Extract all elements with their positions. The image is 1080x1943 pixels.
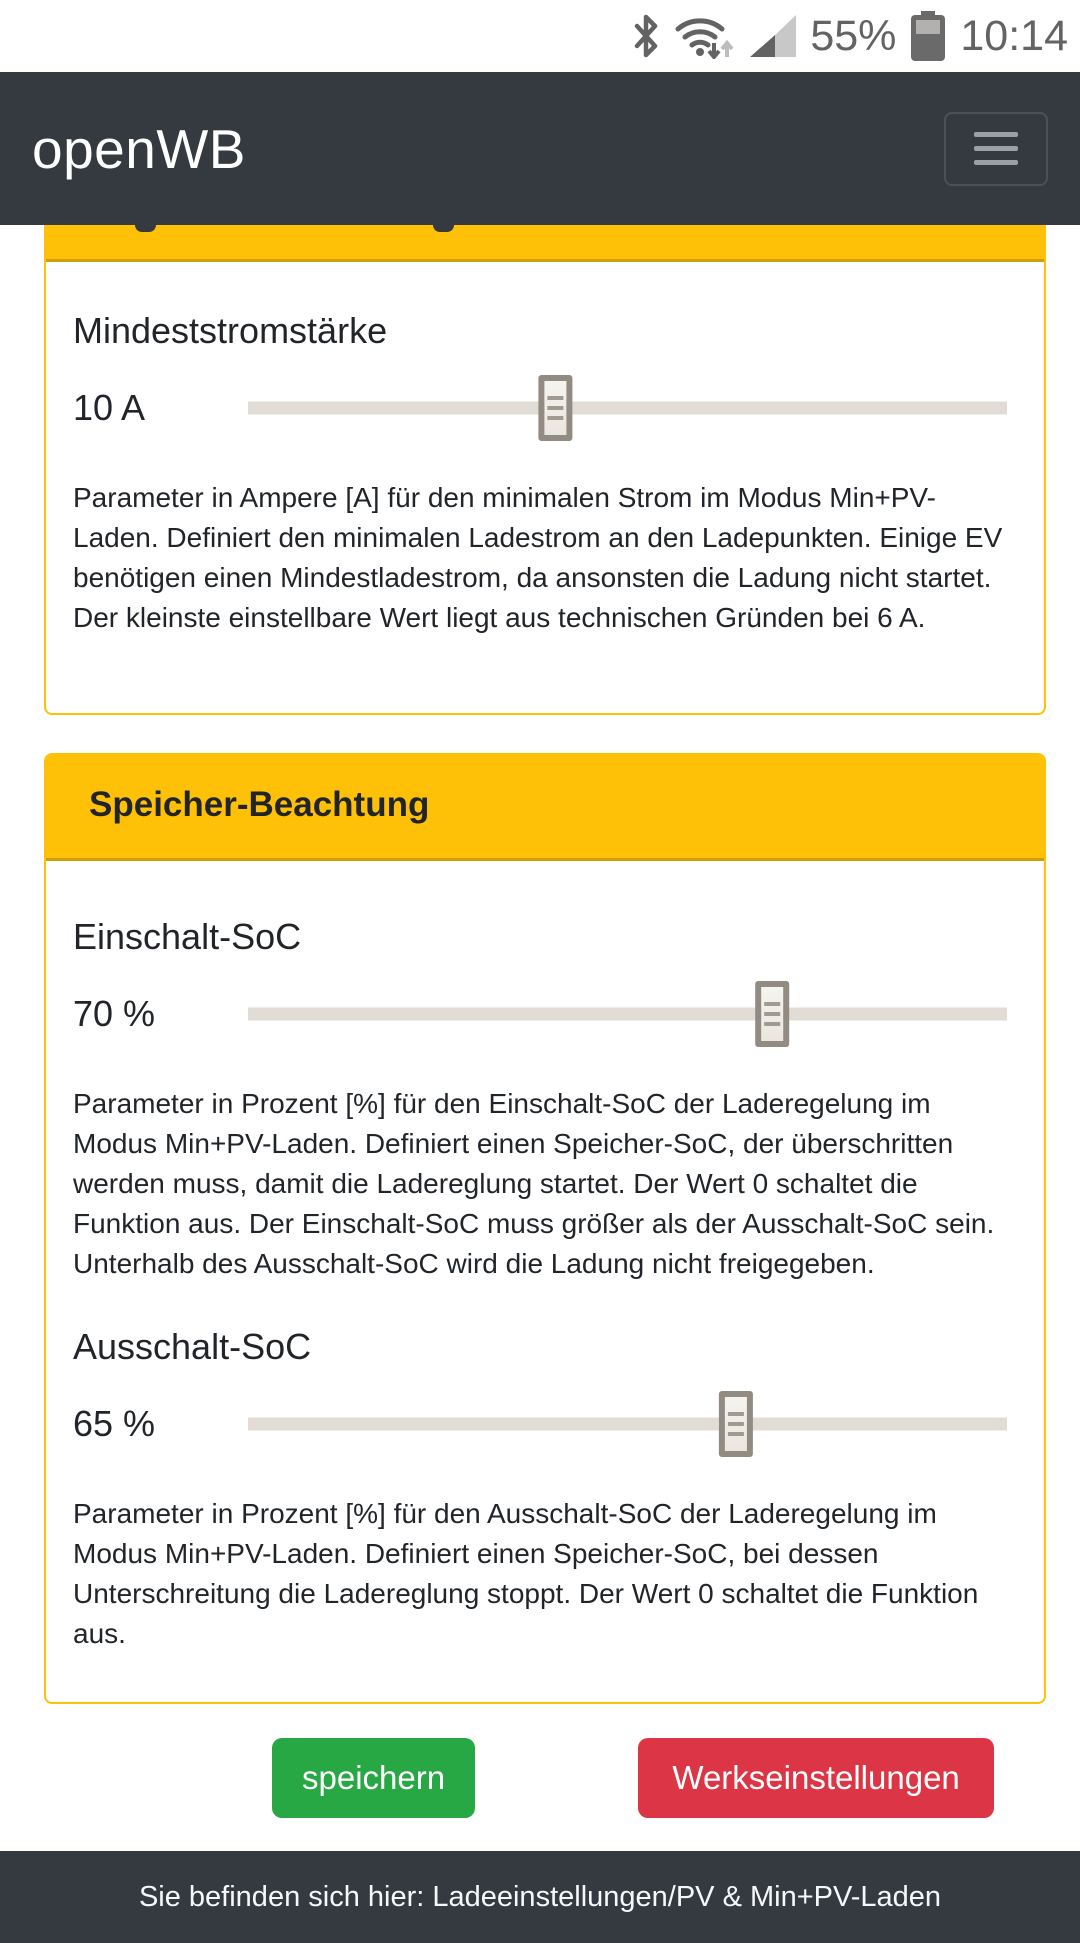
signal-icon [750, 15, 796, 57]
off-soc-description: Parameter in Prozent [%] für den Ausschalt-SoC der Laderegelung im Modus Min+PV-Laden. Definiert einen Speicher-SoC, bei dessen Unterschreitung die Ladereglung stoppt. Der Wert 0 schaltet die Funktion aus. [73, 1498, 979, 1649]
min-current-slider[interactable] [248, 368, 1007, 448]
slider-thumb[interactable] [719, 1391, 753, 1457]
clipped-title-descender [135, 225, 156, 232]
off-soc-title: Ausschalt-SoC [73, 1326, 312, 1367]
min-current-value: 10 A [73, 387, 146, 428]
card-storage-body [46, 861, 1044, 1702]
action-button-row [0, 1738, 1080, 1818]
off-soc-value: 65 % [73, 1403, 156, 1444]
min-current-title: Mindeststromstärke [73, 310, 388, 351]
slider-thumb[interactable] [755, 981, 789, 1047]
card-storage-header [46, 755, 1044, 861]
card-min-current [44, 225, 1046, 715]
wifi-icon [674, 13, 736, 59]
card-min-current-header [46, 225, 1044, 262]
status-bar [0, 0, 1080, 72]
clock-label: 10:14 [960, 11, 1068, 60]
hamburger-icon [973, 129, 1019, 169]
footer-breadcrumb-bar [0, 1851, 1080, 1943]
off-soc-slider[interactable] [248, 1384, 1007, 1464]
save-button[interactable]: speichern [272, 1738, 475, 1818]
min-current-description: Parameter in Ampere [A] für den minimalen Strom im Modus Min+PV-Laden. Definiert den minimalen Ladestrom an den Ladepunkten. Einige EV benötigen einen Mindestladestrom, da ansonsten die Ladung nicht startet. Der kleinste einstellbare Wert liegt aus technischen Gründen bei 6 A. [73, 482, 1003, 633]
slider-track[interactable] [248, 402, 1007, 415]
on-soc-description: Parameter in Prozent [%] für den Einschalt-SoC der Laderegelung im Modus Min+PV-Laden. Definiert einen Speicher-SoC, der überschritten werden muss, damit die Ladereglung startet. Der Wert 0 schaltet die Funktion aus. Der Einschalt-SoC muss größer als der Ausschalt-SoC sein. Unterhalb des Ausschalt-SoC wird die Ladung nicht freigegeben. [73, 1088, 995, 1279]
bluetooth-icon [632, 14, 660, 58]
navbar [0, 72, 1080, 225]
card-storage [44, 753, 1046, 1704]
slider-track[interactable] [248, 1418, 1007, 1431]
breadcrumb: Sie befinden sich hier: Ladeeinstellungen/PV & Min+PV-Laden [138, 1880, 942, 1913]
battery-icon [910, 11, 946, 61]
on-soc-title: Einschalt-SoC [73, 916, 302, 957]
factory-reset-button[interactable]: Werkseinstellungen [638, 1738, 994, 1818]
battery-percent-label: 55% [810, 11, 897, 60]
brand-link[interactable]: openWB [32, 117, 246, 180]
menu-toggle-button[interactable] [944, 112, 1048, 186]
slider-thumb[interactable] [538, 375, 572, 441]
clipped-title-descender [433, 225, 454, 232]
slider-track[interactable] [248, 1008, 1007, 1021]
main-content [0, 225, 1080, 1818]
card-min-current-body [46, 262, 1044, 713]
card-spacer [0, 715, 1080, 753]
storage-header-title: Speicher-Beachtung [89, 785, 430, 824]
on-soc-slider[interactable] [248, 974, 1007, 1054]
on-soc-value: 70 % [73, 993, 156, 1034]
